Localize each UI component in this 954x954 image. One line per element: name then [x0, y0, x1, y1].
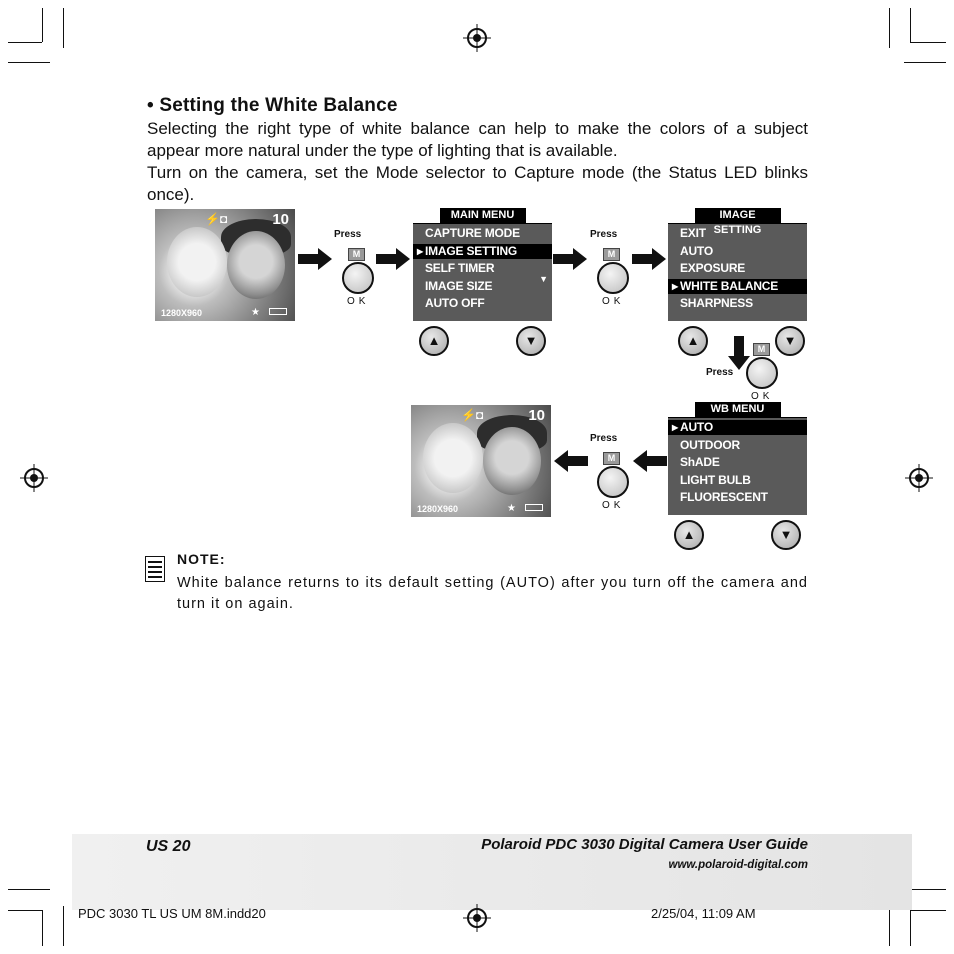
- camera-preview-image: [411, 405, 551, 517]
- down-button[interactable]: ▼: [771, 520, 801, 550]
- arrow-left-icon: [633, 450, 667, 472]
- ok-label: OK: [602, 500, 625, 511]
- menu-item-exit[interactable]: EXIT: [680, 226, 706, 240]
- ok-button[interactable]: [342, 262, 374, 294]
- up-button[interactable]: ▲: [674, 520, 704, 550]
- slug-date: 2/25/04, 11:09 AM: [651, 906, 756, 921]
- main-menu-screen: [413, 208, 552, 321]
- up-button[interactable]: ▲: [678, 326, 708, 356]
- caret-right-icon: ▶: [672, 423, 678, 432]
- menu-item-image-size[interactable]: IMAGE SIZE: [425, 279, 493, 293]
- shot-count: 10: [528, 407, 545, 424]
- flash-camera-icon: ⚡◘: [461, 408, 484, 422]
- m-button-icon: M: [753, 343, 770, 356]
- menu-item-wb-auto[interactable]: ▶ AUTO: [668, 420, 807, 435]
- intro-paragraph: Selecting the right type of white balance can help to make the colors of a subject appear more natural under the type of lighting that is available.: [147, 119, 808, 160]
- menu-item-capture-mode[interactable]: CAPTURE MODE: [425, 226, 520, 240]
- arrow-right-icon: [298, 248, 332, 270]
- menu-item-auto[interactable]: AUTO: [680, 244, 713, 258]
- registration-mark-icon: [463, 24, 491, 52]
- m-button-icon: M: [348, 248, 365, 261]
- ok-label: OK: [602, 296, 625, 307]
- menu-item-fluorescent[interactable]: FLUORESCENT: [680, 490, 768, 504]
- section-heading: • Setting the White Balance: [147, 95, 398, 116]
- battery-icon: [269, 308, 287, 315]
- flash-camera-icon: ⚡◘: [205, 212, 228, 226]
- resolution-label: 1280X960: [161, 308, 203, 318]
- main-menu-title: MAIN MENU: [413, 208, 552, 224]
- menu-item-sharpness[interactable]: SHARPNESS: [680, 296, 753, 310]
- arrow-right-icon: [553, 248, 587, 270]
- press-label: Press: [590, 229, 618, 240]
- note-icon: [145, 556, 165, 582]
- battery-icon: [525, 504, 543, 511]
- image-setting-title: IMAGE SETTING: [668, 208, 807, 224]
- press-label: Press: [706, 367, 734, 378]
- menu-item-image-setting[interactable]: ▶ IMAGE SETTING: [413, 244, 552, 259]
- menu-item-white-balance[interactable]: ▶ WHITE BALANCE: [668, 279, 807, 294]
- down-button[interactable]: ▼: [516, 326, 546, 356]
- slug-file: PDC 3030 TL US UM 8M.indd20: [78, 906, 266, 921]
- ok-label: OK: [751, 391, 774, 402]
- arrow-right-icon: [632, 248, 666, 270]
- arrow-left-icon: [554, 450, 588, 472]
- ok-button[interactable]: [746, 357, 778, 389]
- up-button[interactable]: ▲: [419, 326, 449, 356]
- menu-item-exposure[interactable]: EXPOSURE: [680, 261, 746, 275]
- caret-right-icon: ▶: [417, 247, 423, 256]
- press-label: Press: [590, 433, 618, 444]
- menu-item-light-bulb[interactable]: LIGHT BULB: [680, 473, 751, 487]
- m-button-icon: M: [603, 248, 620, 261]
- footer-band: [72, 834, 912, 910]
- registration-mark-icon: [463, 904, 491, 932]
- ok-button[interactable]: [597, 262, 629, 294]
- m-button-icon: M: [603, 452, 620, 465]
- image-setting-screen: [668, 208, 807, 321]
- arrow-right-icon: [376, 248, 410, 270]
- instruction-paragraph: Turn on the camera, set the Mode selector to Capture mode (the Status LED blinks once).: [147, 163, 808, 204]
- press-label: Press: [334, 229, 362, 240]
- ok-label: OK: [347, 296, 370, 307]
- wb-menu-screen: [668, 402, 807, 515]
- scroll-down-indicator-icon: ▼: [539, 274, 548, 284]
- menu-item-self-timer[interactable]: SELF TIMER: [425, 261, 495, 275]
- note-text: White balance returns to its default setting (AUTO) after you turn off the camera and turn it on again.: [177, 575, 808, 612]
- wb-menu-title: WB MENU: [668, 402, 807, 418]
- page-number: US 20: [146, 838, 191, 855]
- camera-preview-image: [155, 209, 295, 321]
- menu-item-outdoor[interactable]: OUTDOOR: [680, 438, 740, 452]
- note-label: NOTE:: [177, 551, 226, 567]
- guide-title: Polaroid PDC 3030 Digital Camera User Guide: [481, 836, 808, 853]
- registration-mark-icon: [20, 464, 48, 492]
- quality-star-icon: ★: [251, 307, 260, 318]
- caret-right-icon: ▶: [672, 282, 678, 291]
- down-button[interactable]: ▼: [775, 326, 805, 356]
- menu-item-auto-off[interactable]: AUTO OFF: [425, 296, 485, 310]
- shot-count: 10: [272, 211, 289, 228]
- resolution-label: 1280X960: [417, 504, 459, 514]
- quality-star-icon: ★: [507, 503, 516, 514]
- website-url[interactable]: www.polaroid-digital.com: [668, 859, 808, 871]
- registration-mark-icon: [905, 464, 933, 492]
- ok-button[interactable]: [597, 466, 629, 498]
- menu-item-shade[interactable]: ShADE: [680, 455, 720, 469]
